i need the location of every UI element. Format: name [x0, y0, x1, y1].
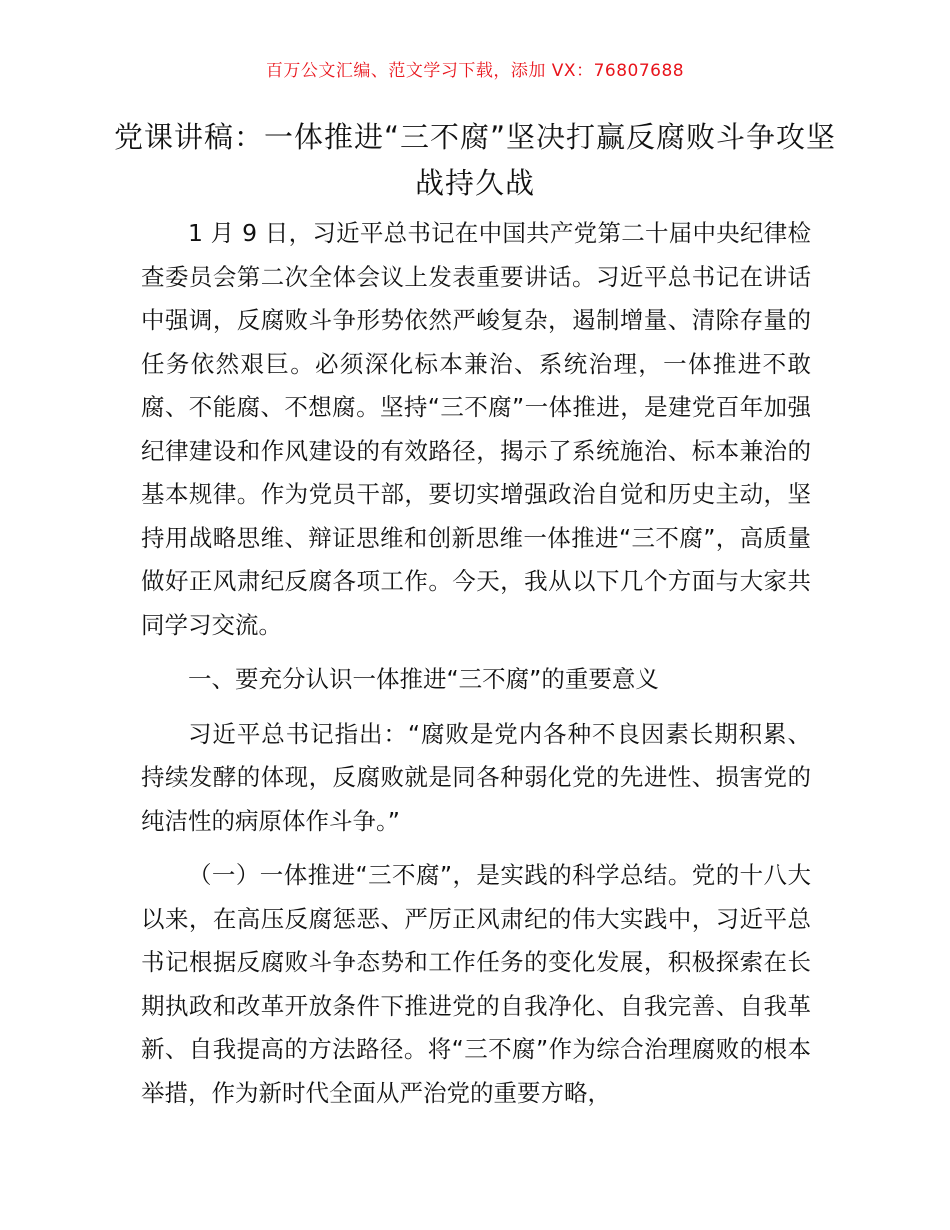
paragraph-intro: 1 月 9 日，习近平总书记在中国共产党第二十届中央纪律检查委员会第二次全体会议上发表重要讲话。习近平总书记在讲话中强调，反腐败斗争形势依然严峻复杂，遏制增量、清除存量的任务依然艰巨。必须深化标本兼治、系统治理，一体推进不敢腐、不能腐、不想腐。坚持“三不腐”一体推进，是建党百年加强纪律建设和作风建设的有效路径，揭示了系统施治、标本兼治的基本规律。作为党员干部，要切实增强政治自觉和历史主动，坚持用战略思维、辩证思维和创新思维一体推进“三不腐”，高质量做好正风肃纪反腐各项工作。今天，我从以下几个方面与大家共同学习交流。	[141, 219, 811, 639]
paragraph-subsection-1: （一）一体推进“三不腐”，是实践的科学总结。党的十八大以来，在高压反腐惩恶、严厉正风肃纪的伟大实践中，习近平总书记根据反腐败斗争态势和工作任务的变化发展，积极探索在长期执政和改革开放条件下推进党的自我净化、自我完善、自我革新、自我提高的方法路径。将“三不腐”作为综合治理腐败的根本举措，作为新时代全面从严治党的重要方略，	[141, 861, 811, 1107]
section-heading-1: 一、要充分认识一体推进“三不腐”的重要意义	[188, 665, 659, 693]
paragraph-quote: 习近平总书记指出：“腐败是党内各种不良因素长期积累、持续发酵的体现，反腐败就是同各种弱化党的先进性、损害党的纯洁性的病原体作斗争。”	[141, 719, 811, 835]
watermark-header: 百万公文汇编、范文学习下载，添加 VX：76807688	[265, 61, 685, 81]
document-title: 党课讲稿：一体推进“三不腐”坚决打赢反腐败斗争攻坚战持久战	[113, 120, 837, 200]
document-body	[141, 212, 811, 1115]
